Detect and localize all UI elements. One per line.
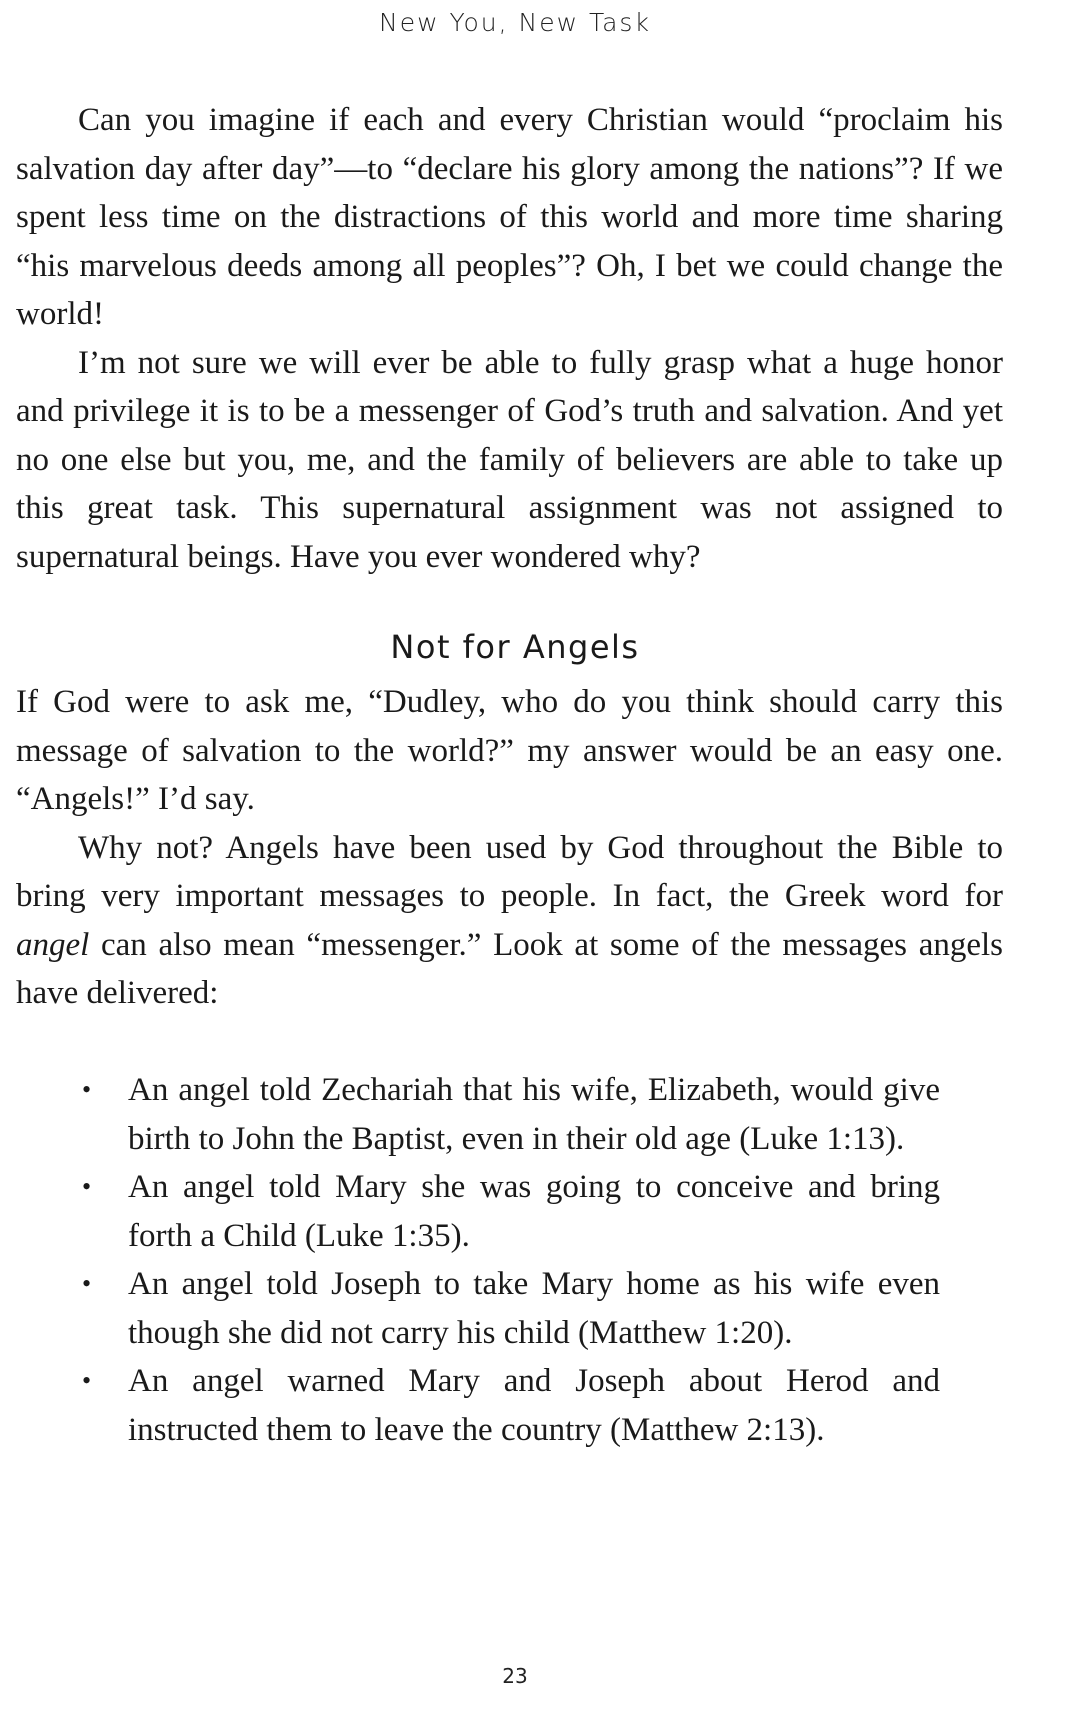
opening-section (16, 96, 1003, 581)
list-item (0, 1357, 1000, 1454)
italic-word: angel (16, 926, 90, 963)
paragraph-dudley: If God were to ask me, “Dudley, who do you think should carry this message of salvation to the world?” my answer would be an easy one. “Angels!” I’d say. (16, 684, 1003, 817)
list-item (0, 1260, 1000, 1357)
list-item (0, 1163, 1000, 1260)
section-heading: Not for Angels (390, 628, 640, 666)
list-item-text: An angel told Zechariah that his wife, Elizabeth, would give birth to John the Baptist, even in their old age (Luke 1:13). (128, 1072, 940, 1157)
paragraph-honor: I’m not sure we will ever be able to fully grasp what a huge honor and privilege it is to be a messenger of God’s truth and salvation. And yet no one else but you, me, and the family of believers are able to take up this great task. This supernatural assignment was not assigned to supernatural beings. Have you ever wondered why? (16, 344, 1003, 575)
bullet-icon: • (82, 1172, 92, 1201)
paragraph-why-not (16, 824, 1003, 1018)
paragraph-proclaim: Can you imagine if each and every Christian would “proclaim his salvation day after day”—to “declare his glory among the nations”? If we spent less time on the distractions of this world and more time sharing “his marvelous deeds among all peoples”? Oh, I bet we could change the world! (16, 102, 1003, 332)
bullet-icon: • (82, 1366, 92, 1395)
list-item-text: An angel told Joseph to take Mary home as his wife even though she did not carry his child (Matthew 1:20). (128, 1266, 940, 1351)
paragraph-text: can also mean “messenger.” Look at some of the messages angels have delivered: (16, 926, 1003, 1011)
not-for-angels-section (16, 678, 1003, 1018)
page-number: 23 (502, 1664, 528, 1688)
running-header: New You, New Task (379, 8, 651, 37)
angel-messages-list (0, 1066, 1000, 1454)
bullet-icon: • (82, 1075, 92, 1104)
bullet-icon: • (82, 1269, 92, 1298)
list-item-text: An angel warned Mary and Joseph about Herod and instructed them to leave the country (Matthew 2:13). (128, 1363, 940, 1448)
list-item-text: An angel told Mary she was going to conceive and bring forth a Child (Luke 1:35). (128, 1169, 940, 1254)
paragraph-text: Why not? Angels have been used by God throughout the Bible to bring very important messages to people. In fact, the Greek word for (16, 829, 1003, 914)
list-item (0, 1066, 1000, 1163)
